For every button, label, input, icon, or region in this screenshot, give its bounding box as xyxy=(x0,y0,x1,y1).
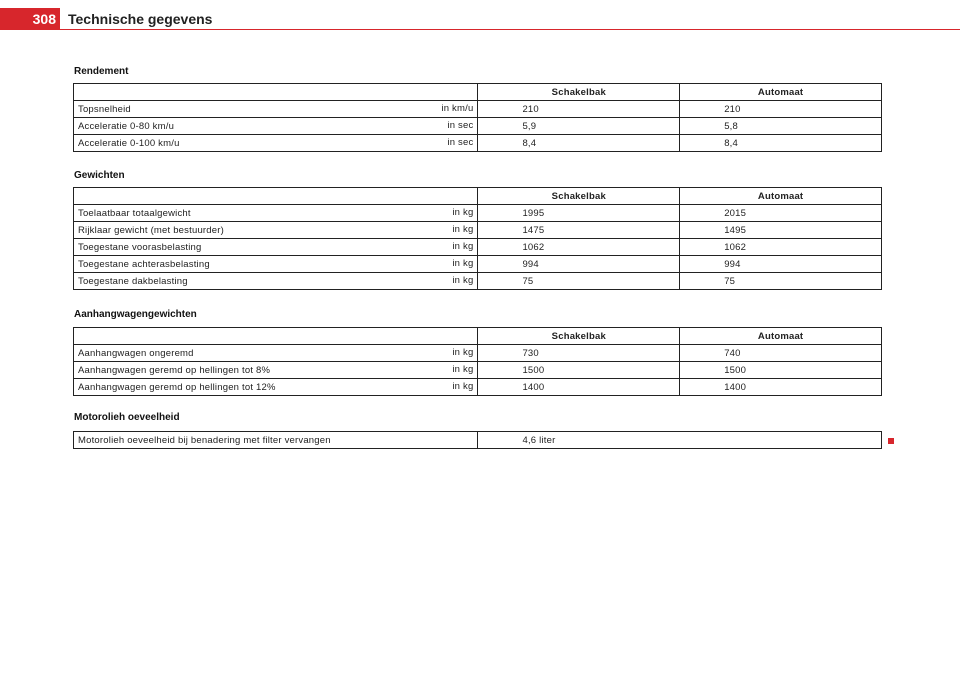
header-empty-cell xyxy=(74,188,478,205)
value-automatic: 1500 xyxy=(680,362,882,379)
row-label: Topsnelheid xyxy=(78,103,131,115)
row-label: Toegestane achterasbelasting xyxy=(78,258,210,270)
page-header xyxy=(0,0,960,30)
header-manual: Schakelbak xyxy=(478,328,680,345)
row-unit: in kg xyxy=(452,347,474,358)
value-manual: 1400 xyxy=(478,379,680,396)
value-manual: 730 xyxy=(478,345,680,362)
row-unit: in kg xyxy=(452,241,474,252)
row-label: Aanhangwagen ongeremd xyxy=(78,347,194,359)
row-unit: in kg xyxy=(452,224,474,235)
table-row xyxy=(74,362,882,379)
section-heading-aanhangwagen: Aanhangwagengewichten xyxy=(74,309,197,320)
table-row xyxy=(74,135,882,152)
row-label: Aanhangwagen geremd op hellingen tot 12% xyxy=(78,381,276,393)
table-row xyxy=(74,222,882,239)
value-manual: 8,4 xyxy=(478,135,680,152)
value-automatic: 5,8 xyxy=(680,118,882,135)
header-divider xyxy=(60,29,960,30)
table-row xyxy=(74,379,882,396)
section-end-marker xyxy=(888,438,894,444)
value-automatic: 1495 xyxy=(680,222,882,239)
value-automatic: 1400 xyxy=(680,379,882,396)
value-automatic: 1062 xyxy=(680,239,882,256)
table-header-row xyxy=(74,84,882,101)
row-label: Motorolieh oeveelheid bij benadering met filter vervangen xyxy=(74,432,478,449)
section-heading-gewichten: Gewichten xyxy=(74,170,125,181)
row-label: Aanhangwagen geremd op hellingen tot 8% xyxy=(78,364,271,376)
table-row xyxy=(74,345,882,362)
row-label: Rijklaar gewicht (met bestuurder) xyxy=(78,224,224,236)
row-label: Acceleratie 0-80 km/u xyxy=(78,120,175,132)
value-oil: 4,6 liter xyxy=(478,432,680,449)
value-manual: 5,9 xyxy=(478,118,680,135)
table-row xyxy=(74,432,882,449)
table-row xyxy=(74,205,882,222)
row-label: Toegestane voorasbelasting xyxy=(78,241,202,253)
table-aanhangwagen xyxy=(73,327,882,396)
row-label: Toelaatbaar totaalgewicht xyxy=(78,207,191,219)
value-manual: 994 xyxy=(478,256,680,273)
section-heading-motorolie: Motorolieh oeveelheid xyxy=(74,412,180,423)
value-manual: 1995 xyxy=(478,205,680,222)
row-unit: in kg xyxy=(452,381,474,392)
table-header-row xyxy=(74,188,882,205)
header-automatic: Automaat xyxy=(680,328,882,345)
header-empty-cell xyxy=(74,84,478,101)
row-unit: in sec xyxy=(447,137,474,148)
table-row xyxy=(74,118,882,135)
table-motorolie xyxy=(73,431,882,449)
value-manual: 1475 xyxy=(478,222,680,239)
row-label: Acceleratie 0-100 km/u xyxy=(78,137,180,149)
value-manual: 75 xyxy=(478,273,680,290)
value-automatic: 2015 xyxy=(680,205,882,222)
value-manual: 210 xyxy=(478,101,680,118)
header-automatic: Automaat xyxy=(680,84,882,101)
row-label: Toegestane dakbelasting xyxy=(78,275,188,287)
section-heading-rendement: Rendement xyxy=(74,66,129,77)
header-empty-cell xyxy=(74,328,478,345)
row-unit: in kg xyxy=(452,258,474,269)
value-automatic: 210 xyxy=(680,101,882,118)
value-manual: 1062 xyxy=(478,239,680,256)
value-manual: 1500 xyxy=(478,362,680,379)
table-row xyxy=(74,101,882,118)
page-number: 308 xyxy=(0,8,60,30)
header-manual: Schakelbak xyxy=(478,188,680,205)
row-unit: in sec xyxy=(447,120,474,131)
table-row xyxy=(74,256,882,273)
value-automatic: 8,4 xyxy=(680,135,882,152)
chapter-title: Technische gegevens xyxy=(68,11,213,27)
table-gewichten xyxy=(73,187,882,290)
empty-cell xyxy=(680,432,882,449)
value-automatic: 994 xyxy=(680,256,882,273)
value-automatic: 740 xyxy=(680,345,882,362)
row-unit: in km/u xyxy=(441,103,474,114)
row-unit: in kg xyxy=(452,207,474,218)
table-row xyxy=(74,239,882,256)
table-row xyxy=(74,273,882,290)
row-unit: in kg xyxy=(452,275,474,286)
header-automatic: Automaat xyxy=(680,188,882,205)
header-manual: Schakelbak xyxy=(478,84,680,101)
table-rendement xyxy=(73,83,882,152)
table-header-row xyxy=(74,328,882,345)
row-unit: in kg xyxy=(452,364,474,375)
value-automatic: 75 xyxy=(680,273,882,290)
